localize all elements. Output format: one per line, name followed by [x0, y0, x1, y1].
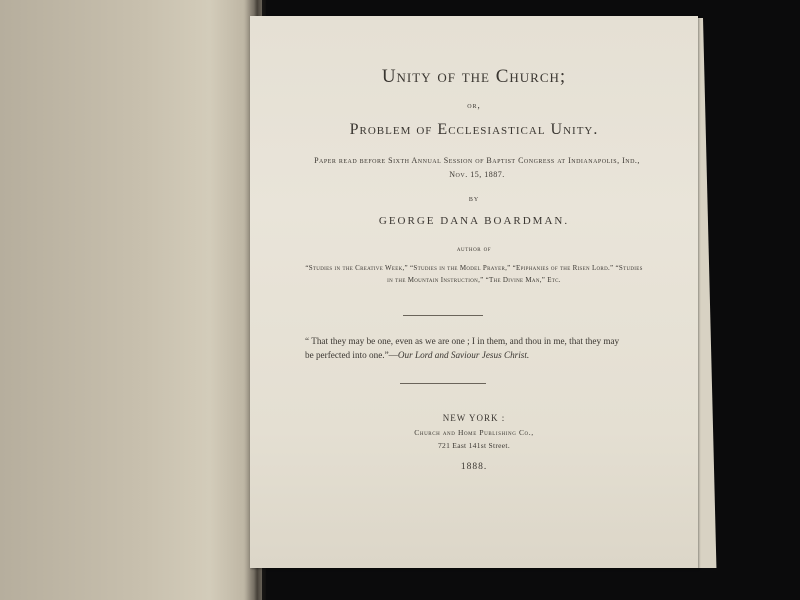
left-page-blank [0, 0, 262, 600]
author-name: GEORGE DANA BOARDMAN. [378, 215, 570, 227]
divider-rule-bottom [400, 383, 486, 384]
author-of-label: author of [456, 245, 492, 253]
epigraph-attribution: Our Lord and Saviour Jesus Christ. [397, 350, 530, 360]
pamphlet-subtitle: Problem of Ecclesiastical Unity. [349, 121, 599, 138]
paper-note: Paper read before Sixth Annual Session of Baptist Congress at Indianapolis, Ind., Nov. 15, 1887. [314, 156, 640, 179]
title-page [250, 16, 698, 568]
author-works-list: “Studies in the Creative Week,” “Studies in the Model Prayer,” “Epiphanies of the Risen Lord.” “Studies in the Mountain Instruction,” “The Divine Man,” Etc. [305, 264, 643, 284]
or-connector: or, [467, 100, 481, 110]
publisher-address: 721 East 141st Street. [437, 441, 510, 450]
publisher-name: Church and Home Publishing Co., [414, 428, 534, 437]
publication-place: NEW YORK : [442, 413, 506, 423]
epigraph-quote [305, 334, 629, 362]
epigraph-text: “ That they may be one, even as we are one ; I in them, and thou in me, that they may be perfected into one.”— [305, 336, 620, 360]
pamphlet-title: Unity of the Church; [381, 66, 567, 87]
publication-year: 1888. [460, 462, 488, 472]
by-line: by [468, 194, 480, 203]
divider-rule-top [403, 315, 483, 316]
